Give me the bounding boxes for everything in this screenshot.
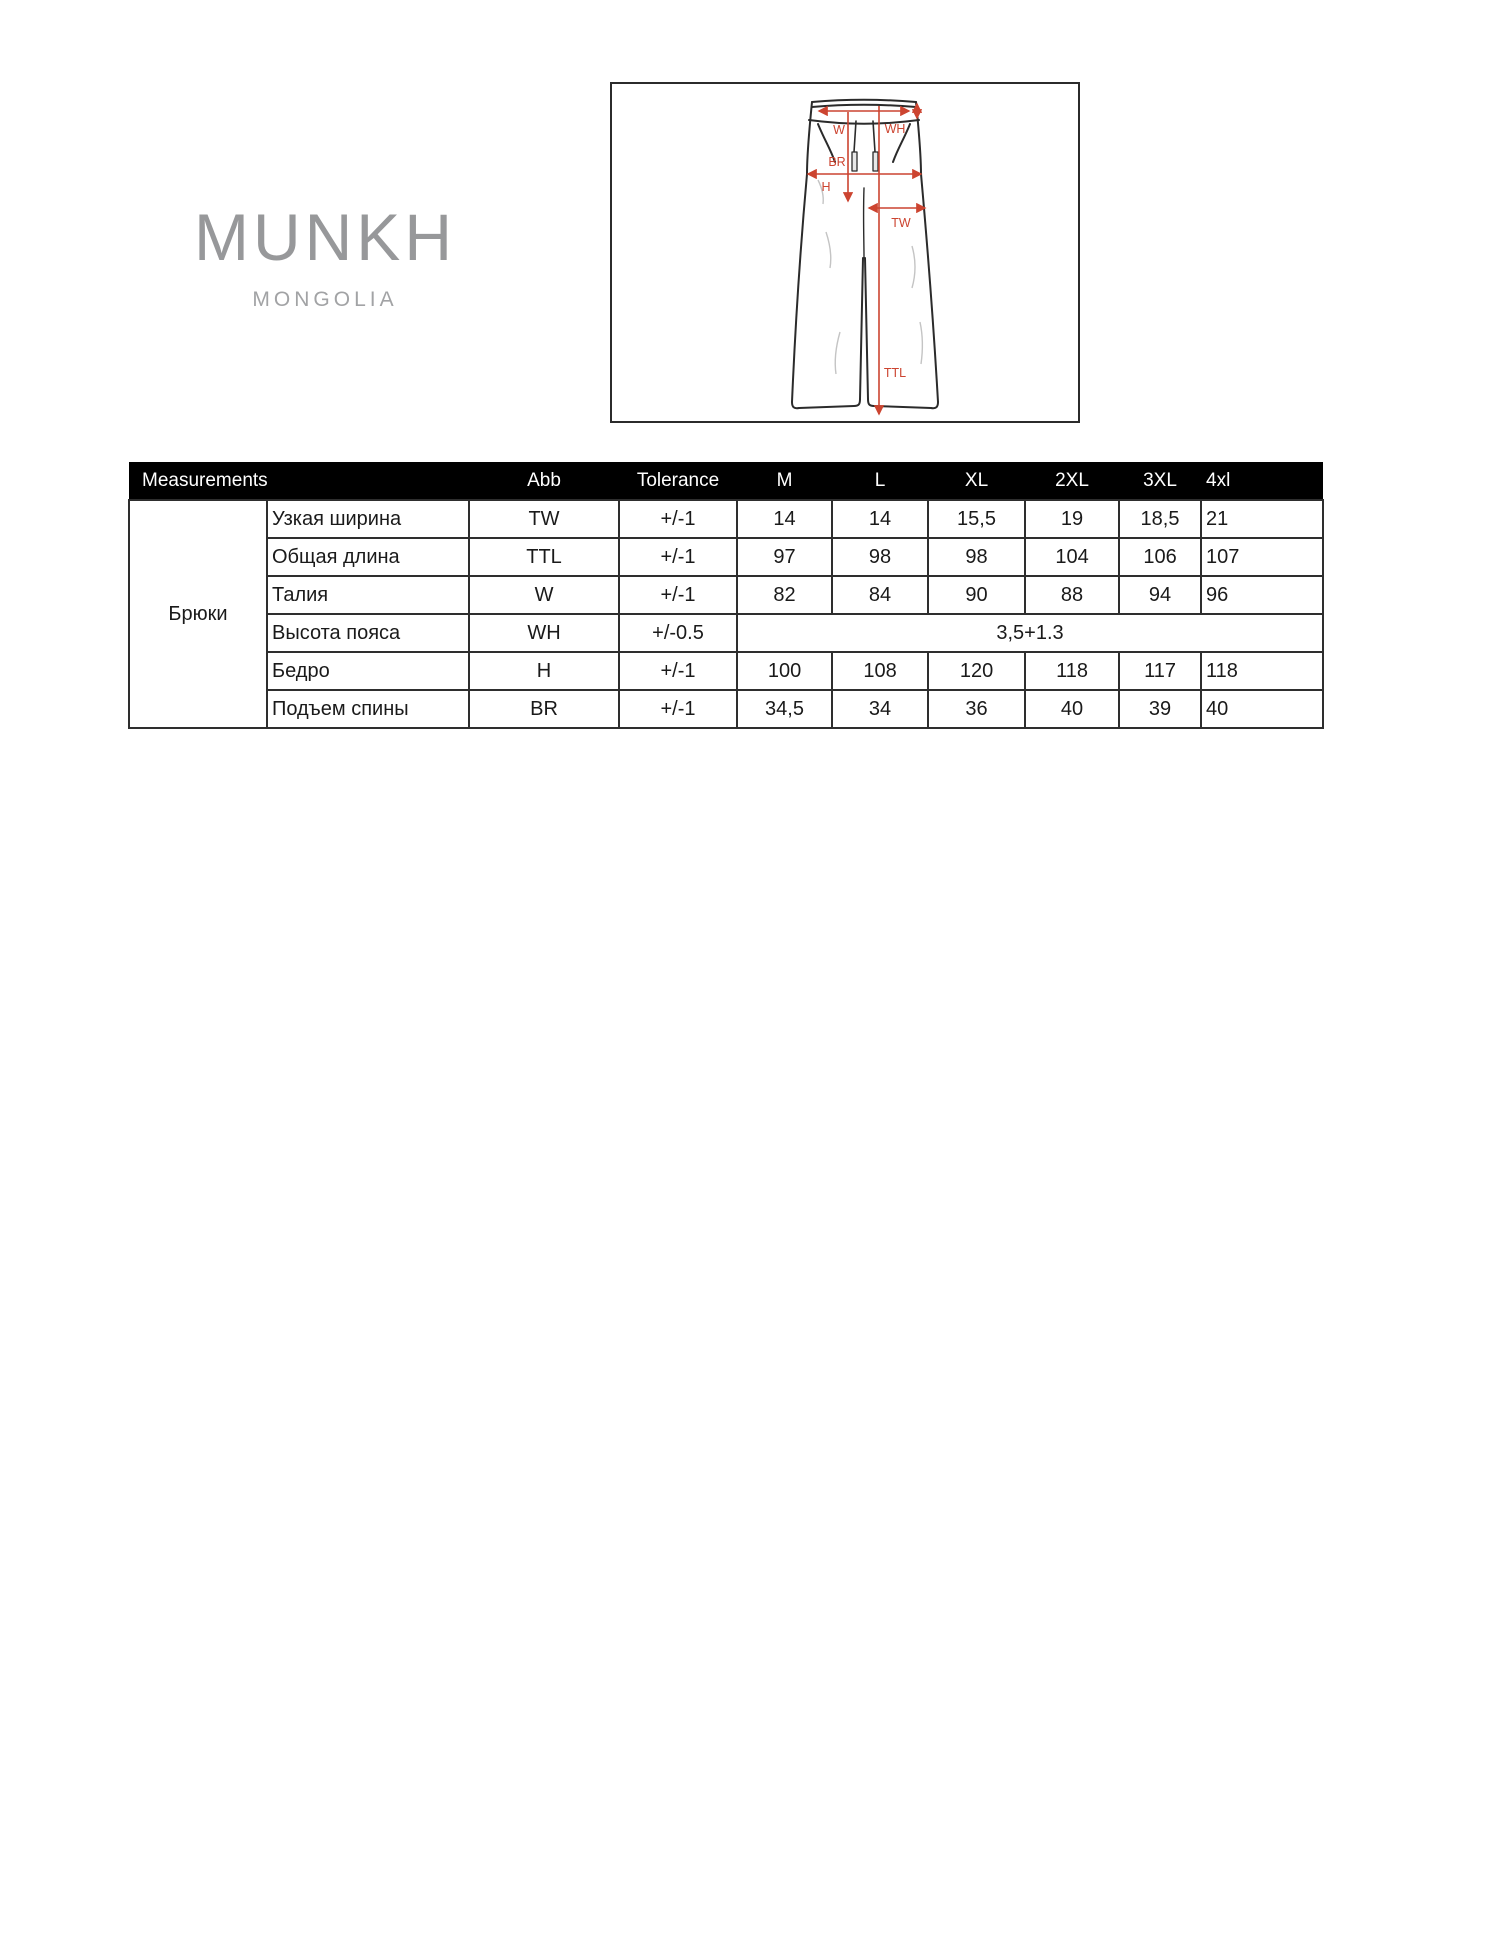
category-cell: Брюки: [129, 500, 267, 728]
size-value-cell: 36: [928, 690, 1025, 728]
brand-subtitle: MONGOLIA: [252, 288, 398, 311]
header-size-xl: XL: [928, 462, 1025, 500]
label-br: BR: [828, 155, 846, 169]
tolerance-cell: +/-1: [619, 652, 737, 690]
measure-name-cell: Бедро: [267, 652, 469, 690]
table-row: [129, 500, 1323, 538]
size-value-cell: 40: [1025, 690, 1119, 728]
header-size-2xl: 2XL: [1025, 462, 1119, 500]
header-size-4xl: 4xl: [1201, 462, 1323, 500]
size-value-cell: 118: [1025, 652, 1119, 690]
size-value-cell: 104: [1025, 538, 1119, 576]
size-value-cell: 90: [928, 576, 1025, 614]
table-header-row: [129, 462, 1323, 500]
abb-cell: H: [469, 652, 619, 690]
label-h: H: [821, 180, 831, 194]
header-size-l: L: [832, 462, 928, 500]
size-value-cell: 82: [737, 576, 832, 614]
pants-diagram-box: [610, 82, 1080, 423]
size-value-cell: 106: [1119, 538, 1201, 576]
size-value-cell: 107: [1201, 538, 1323, 576]
label-w: W: [833, 123, 845, 137]
brand-logo: [160, 200, 490, 312]
measure-name-cell: Талия: [267, 576, 469, 614]
size-value-cell: 19: [1025, 500, 1119, 538]
size-value-cell: 100: [737, 652, 832, 690]
pants-wrinkle-lines: [818, 180, 922, 374]
size-value-cell: 34,5: [737, 690, 832, 728]
abb-cell: BR: [469, 690, 619, 728]
size-value-cell: 97: [737, 538, 832, 576]
tolerance-cell: +/-0.5: [619, 614, 737, 652]
size-value-cell: 40: [1201, 690, 1323, 728]
abb-cell: TTL: [469, 538, 619, 576]
tolerance-cell: +/-1: [619, 576, 737, 614]
size-value-cell: 34: [832, 690, 928, 728]
size-value-cell: 94: [1119, 576, 1201, 614]
size-value-cell: 14: [832, 500, 928, 538]
measurements-table: [128, 462, 1324, 729]
abb-cell: W: [469, 576, 619, 614]
table-row: [129, 576, 1323, 614]
label-wh: WH: [884, 122, 906, 136]
size-value-cell: 118: [1201, 652, 1323, 690]
tolerance-cell: +/-1: [619, 500, 737, 538]
measure-name-cell: Общая длина: [267, 538, 469, 576]
size-value-cell: 96: [1201, 576, 1323, 614]
size-value-cell: 15,5: [928, 500, 1025, 538]
size-value-cell: 108: [832, 652, 928, 690]
merged-value-cell: 3,5+1.3: [737, 614, 1323, 652]
table-row: [129, 614, 1323, 652]
tolerance-cell: +/-1: [619, 538, 737, 576]
header-measurements: Measurements: [129, 462, 469, 500]
header-tolerance: Tolerance: [619, 462, 737, 500]
brand-name: MUNKH: [194, 200, 456, 274]
table-row: [129, 690, 1323, 728]
size-value-cell: 98: [928, 538, 1025, 576]
header-size-3xl: 3XL: [1119, 462, 1201, 500]
table-row: [129, 652, 1323, 690]
size-value-cell: 98: [832, 538, 928, 576]
size-value-cell: 18,5: [1119, 500, 1201, 538]
tolerance-cell: +/-1: [619, 690, 737, 728]
pants-outline: [792, 100, 938, 409]
header-abb: Abb: [469, 462, 619, 500]
size-value-cell: 120: [928, 652, 1025, 690]
size-value-cell: 117: [1119, 652, 1201, 690]
header-size-m: M: [737, 462, 832, 500]
size-value-cell: 39: [1119, 690, 1201, 728]
size-value-cell: 14: [737, 500, 832, 538]
measure-name-cell: Узкая ширина: [267, 500, 469, 538]
pants-diagram: [612, 84, 1078, 421]
abb-cell: TW: [469, 500, 619, 538]
label-ttl: TTL: [883, 366, 907, 380]
table-row: [129, 538, 1323, 576]
abb-cell: WH: [469, 614, 619, 652]
size-value-cell: 84: [832, 576, 928, 614]
label-tw: TW: [891, 216, 911, 230]
size-value-cell: 21: [1201, 500, 1323, 538]
measure-name-cell: Высота пояса: [267, 614, 469, 652]
measure-name-cell: Подъем спины: [267, 690, 469, 728]
size-value-cell: 88: [1025, 576, 1119, 614]
